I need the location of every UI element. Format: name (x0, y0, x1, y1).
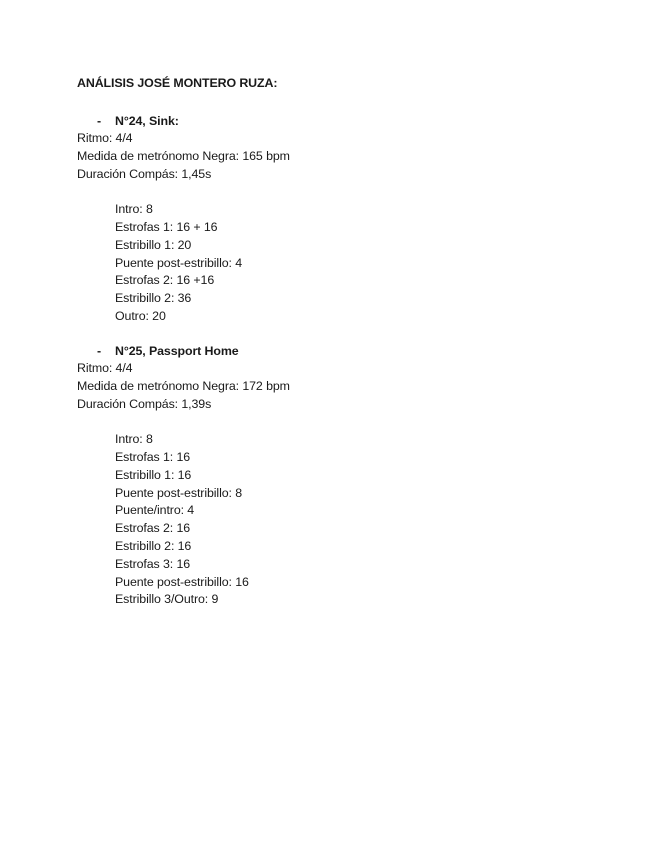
duracion-line: Duración Compás: 1,39s (77, 396, 212, 411)
structure-item: Estribillo 1: 20 (115, 237, 192, 252)
song-heading (77, 342, 290, 360)
structure-item: Estrofas 1: 16 (115, 449, 191, 464)
structure-item: Estribillo 1: 16 (115, 467, 192, 482)
structure-item: Puente/intro: 4 (115, 503, 195, 518)
bullet-dash: - (97, 114, 102, 128)
ritmo-line: Ritmo: 4/4 (77, 361, 133, 375)
structure-item: Intro: 8 (115, 202, 153, 217)
structure-item: Estrofas 2: 16 (115, 521, 191, 536)
structure-item: Estrofas 1: 16 + 16 (115, 219, 218, 234)
structure-item: Puente post-estribillo: 16 (115, 574, 249, 589)
song-heading (77, 112, 290, 130)
metronomo-line: Medida de metrónomo Negra: 165 bpm (77, 148, 290, 163)
document-title: ANÁLISIS JOSÉ MONTERO RUZA: (77, 76, 278, 90)
ritmo-line: Ritmo: 4/4 (77, 131, 133, 145)
structure-list (77, 201, 290, 326)
structure-item: Intro: 8 (115, 432, 153, 447)
metronomo-line: Medida de metrónomo Negra: 172 bpm (77, 378, 290, 393)
duracion-line: Duración Compás: 1,45s (77, 166, 212, 181)
song-section-passport-home (77, 342, 290, 609)
structure-item: Puente post-estribillo: 8 (115, 485, 242, 500)
structure-item: Puente post-estribillo: 4 (115, 255, 242, 270)
song-title: N°24, Sink: (115, 114, 179, 128)
structure-item: Estrofas 3: 16 (115, 556, 191, 571)
song-title: N°25, Passport Home (115, 344, 239, 358)
structure-item: Estribillo 3/Outro: 9 (115, 592, 219, 607)
bullet-dash: - (97, 344, 102, 358)
structure-item: Estribillo 2: 36 (115, 291, 192, 306)
structure-item: Estribillo 2: 16 (115, 538, 192, 553)
structure-item: Estrofas 2: 16 +16 (115, 273, 215, 288)
structure-list (77, 431, 290, 609)
structure-item: Outro: 20 (115, 308, 166, 323)
song-section-sink (77, 112, 290, 326)
